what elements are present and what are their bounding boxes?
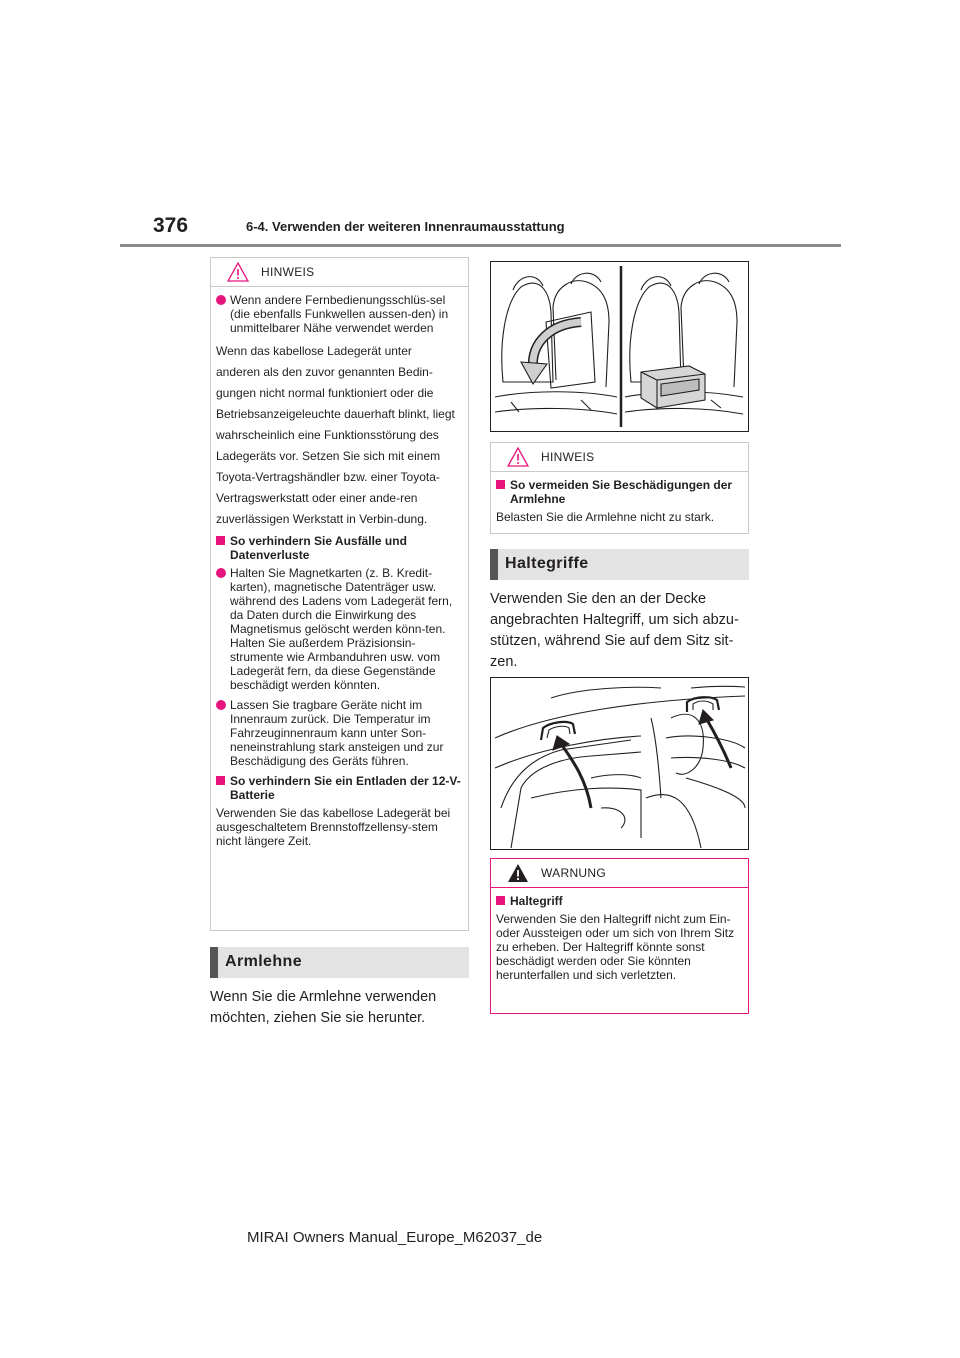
armrest-illustration xyxy=(490,261,749,432)
section-heading-armlehne xyxy=(210,947,469,978)
notice-text: Halten Sie Magnetkarten (z. B. Kredit-karten), magnetische Datenträger usw. während des Ladens vom Ladegerät fern, da Daten durch die Einwirkung des Magnetismus gelöscht werden könn-ten. Halten Sie außerdem Präzisionsin-strumente wie Armbanduhren usw. vom Ladegerät fern, da diese Gegenstände beschädigt werden könnten. xyxy=(230,566,453,692)
notice-subheading xyxy=(216,774,462,802)
section-heading-haltegriffe xyxy=(490,549,749,580)
haltegriffe-text: Verwenden Sie den an der Decke angebrachten Haltegriff, um sich abzu-stützen, während Sie auf dem Sitz sit-zen. xyxy=(490,591,739,670)
armlehne-text: Wenn Sie die Armlehne verwenden möchten, ziehen Sie sie herunter. xyxy=(210,989,437,1026)
armrest-drawing xyxy=(491,262,748,431)
bullet-dot-icon xyxy=(216,295,226,305)
notice-bullet xyxy=(216,698,462,768)
notice-title: HINWEIS xyxy=(261,265,315,279)
square-bullet-icon xyxy=(216,536,225,545)
grab-handle-illustration xyxy=(490,677,749,850)
square-bullet-icon xyxy=(496,896,505,905)
notice-paragraph: Verwenden Sie das kabellose Ladegerät bei ausgeschaltetem Brennstoffzellensy-stem nicht längere Zeit. xyxy=(216,806,451,848)
warning-paragraph: Verwenden Sie den Haltegriff nicht zum Ein- oder Aussteigen oder um sich von Ihrem Sitz zu erheben. Der Haltegriff könnte sonst beschädigt werden oder Sie könnten herunterfallen und sich verletzten. xyxy=(496,912,735,982)
heading-text: Armlehne xyxy=(225,953,302,970)
notice-subheading-text: So verhindern Sie Ausfälle und Datenverluste xyxy=(230,534,407,562)
footer-text: MIRAI Owners Manual_Europe_M62037_de xyxy=(247,1229,543,1246)
notice-bullet xyxy=(216,293,462,335)
grab-handle-drawing xyxy=(491,678,748,849)
notice-paragraph: Belasten Sie die Armlehne nicht zu stark. xyxy=(496,510,715,524)
square-bullet-icon xyxy=(496,480,505,489)
square-bullet-icon xyxy=(216,776,225,785)
notice-text: Lassen Sie tragbare Geräte nicht im Innenraum zurück. Die Temperatur im Fahrzeuginnenraum kann unter Son-neneinstrahlung stark ansteigen und zur Beschädigung des Geräts führen. xyxy=(230,698,444,768)
notice-subheading xyxy=(216,534,462,562)
caution-triangle-icon xyxy=(507,447,529,467)
notice-title: HINWEIS xyxy=(541,450,595,464)
notice-body xyxy=(211,287,468,860)
caution-triangle-icon xyxy=(227,262,249,282)
notice-subheading xyxy=(496,478,742,506)
heading-text: Haltegriffe xyxy=(505,555,589,572)
notice-subheading-text: So verhindern Sie ein Entladen der 12-V-Batterie xyxy=(230,774,461,802)
warning-box xyxy=(490,858,749,1014)
notice-text: Wenn andere Fernbedienungsschlüs-sel (die ebenfalls Funkwellen aussen-den) in unmittelbarer Nähe verwendet werden xyxy=(230,293,449,335)
header-rule xyxy=(120,244,841,247)
notice-paragraph: Wenn das kabellose Ladegerät unter anderen als den zuvor genannten Bedin-gungen nicht normal funktioniert oder die Betriebsanzeigeleuchte dauerhaft blinkt, liegt wahrscheinlich eine Funktionsstörung des Ladegeräts vor. Setzen Sie sich mit einem Toyota-Vertragshändler bzw. einer Toyota-Vertragswerkstatt oder einer ande-ren zuverlässigen Werkstatt in Verbin-dung. xyxy=(216,344,455,526)
warning-header xyxy=(491,859,748,888)
warning-triangle-icon xyxy=(507,863,529,883)
notice-body xyxy=(491,472,748,536)
warning-subheading xyxy=(496,894,742,908)
notice-box-right xyxy=(490,442,749,534)
warning-title: WARNUNG xyxy=(541,866,606,880)
heading-marker xyxy=(210,947,218,978)
heading-marker xyxy=(490,549,498,580)
notice-subheading-text: So vermeiden Sie Beschädigungen der Armlehne xyxy=(510,478,733,506)
bullet-dot-icon xyxy=(216,700,226,710)
warning-body xyxy=(491,888,748,994)
section-title: 6-4. Verwenden der weiteren Innenraumausstattung xyxy=(246,219,565,234)
notice-bullet xyxy=(216,566,462,692)
bullet-dot-icon xyxy=(216,568,226,578)
notice-header xyxy=(491,443,748,472)
notice-box-left xyxy=(210,257,469,931)
page-number: 376 xyxy=(153,214,189,237)
warning-subheading-text: Haltegriff xyxy=(510,894,563,908)
notice-header xyxy=(211,258,468,287)
